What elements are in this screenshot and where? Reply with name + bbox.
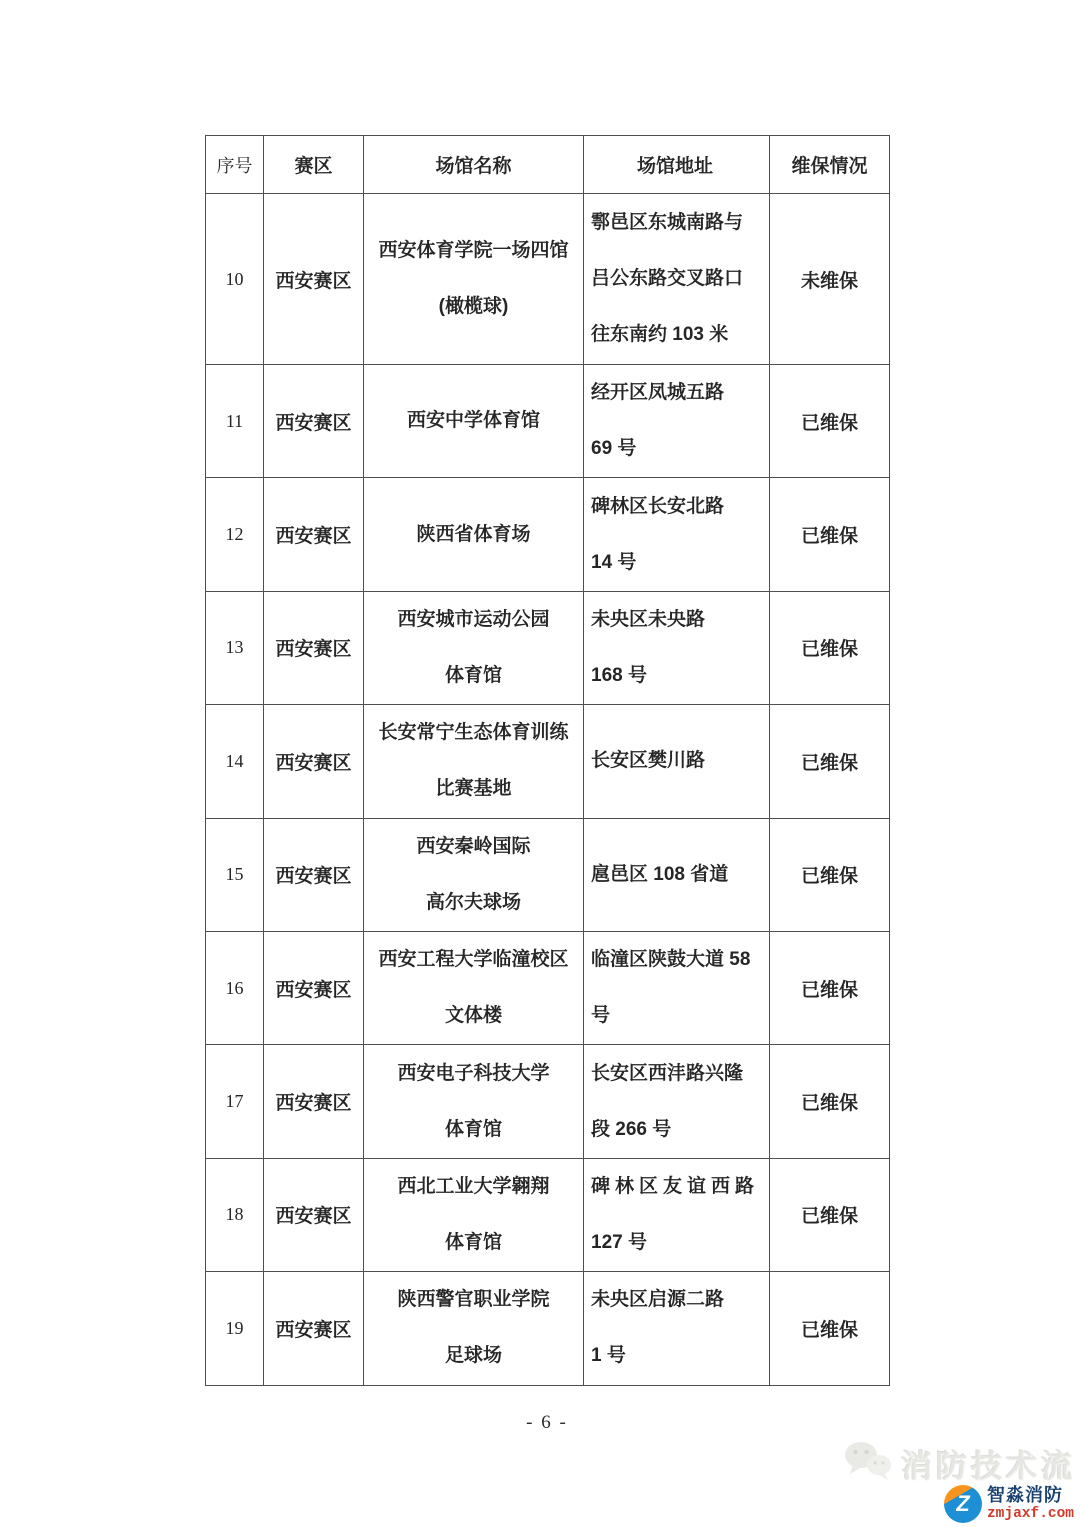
address-line: 1 号	[591, 1345, 626, 1367]
table-row	[206, 592, 890, 705]
cell-zone: 西安赛区	[264, 1159, 364, 1272]
address-line: 往东南约 103 米	[591, 324, 729, 345]
address-line: 碑林区友谊西路	[591, 1175, 760, 1197]
cell-maintenance-status: 已维保	[770, 1045, 890, 1158]
cell-venue-address	[584, 194, 770, 365]
cell-serial: 12	[206, 478, 264, 591]
cell-venue-name	[364, 1272, 584, 1385]
wechat-icon	[843, 1438, 893, 1482]
table-row	[206, 1272, 890, 1385]
address-line: 段 266 号	[591, 1118, 672, 1140]
cell-venue-name	[364, 1045, 584, 1158]
cell-maintenance-status: 已维保	[770, 1159, 890, 1272]
watermark	[843, 1438, 1076, 1523]
address-line: 168 号	[591, 664, 647, 686]
address-line: 扈邑区 108 省道	[591, 863, 729, 885]
cell-maintenance-status: 已维保	[770, 819, 890, 932]
page-number: - 6 -	[526, 1412, 568, 1433]
table-row	[206, 819, 890, 932]
cell-zone: 西安赛区	[264, 592, 364, 705]
table-row	[206, 1045, 890, 1158]
watermark-texts	[987, 1485, 1074, 1522]
cell-venue-name	[364, 819, 584, 932]
watermark-domain: zmjaxf.com	[986, 1506, 1074, 1522]
cell-maintenance-status: 已维保	[770, 478, 890, 591]
cell-serial: 18	[206, 1159, 264, 1272]
cell-maintenance-status: 已维保	[770, 365, 890, 478]
cell-zone: 西安赛区	[264, 194, 364, 365]
venue-name-line: 比赛基地	[435, 778, 512, 800]
table-row	[206, 365, 890, 478]
venue-name-line: 西安中学体育馆	[406, 410, 540, 432]
header-cell-venue-address: 场馆地址	[584, 136, 770, 194]
address-line: 127 号	[591, 1231, 647, 1253]
address-line: 鄠邑区东城南路与	[591, 212, 744, 233]
address-line: 号	[591, 1005, 611, 1027]
table-header-row	[206, 136, 890, 194]
cell-venue-name	[364, 592, 584, 705]
cell-maintenance-status: 已维保	[770, 705, 890, 818]
cell-zone: 西安赛区	[264, 705, 364, 818]
table-row	[206, 705, 890, 818]
address-line: 未央区未央路	[591, 608, 706, 630]
cell-serial: 14	[206, 705, 264, 818]
address-line: 长安区樊川路	[591, 750, 706, 772]
venue-name-line: 文体楼	[444, 1005, 502, 1027]
cell-zone: 西安赛区	[264, 1045, 364, 1158]
address-line: 69 号	[591, 438, 637, 460]
venue-name-line: (橄榄球)	[438, 296, 509, 317]
cell-venue-address	[584, 1159, 770, 1272]
address-line: 临潼区陕鼓大道 58	[591, 949, 751, 971]
header-cell-venue-name: 场馆名称	[364, 136, 584, 194]
table-row	[206, 194, 890, 365]
cell-maintenance-status: 已维保	[770, 932, 890, 1045]
address-line: 碑林区长安北路	[591, 495, 725, 517]
venue-name-line: 体育馆	[444, 1231, 502, 1253]
address-line: 14 号	[591, 551, 637, 573]
venue-name-line: 西安秦岭国际	[416, 835, 531, 857]
watermark-logo-row	[843, 1485, 1076, 1523]
cell-serial: 15	[206, 819, 264, 932]
zhimiao-logo-icon: Z	[944, 1485, 982, 1523]
table-row	[206, 1159, 890, 1272]
watermark-company-name: 智淼消防	[986, 1485, 1063, 1506]
address-line: 长安区西沣路兴隆	[591, 1062, 744, 1084]
venue-name-line: 长安常宁生态体育训练	[378, 722, 569, 744]
cell-serial: 19	[206, 1272, 264, 1385]
cell-venue-address	[584, 819, 770, 932]
header-cell-zone: 赛区	[264, 136, 364, 194]
watermark-brand-row	[843, 1438, 1076, 1482]
venue-name-line: 西安工程大学临潼校区	[378, 949, 569, 971]
cell-venue-address	[584, 705, 770, 818]
cell-zone: 西安赛区	[264, 365, 364, 478]
cell-venue-address	[584, 365, 770, 478]
cell-zone: 西安赛区	[264, 932, 364, 1045]
venues-table	[205, 135, 890, 1386]
cell-maintenance-status: 未维保	[770, 194, 890, 365]
address-line: 未央区启源二路	[591, 1289, 725, 1311]
venue-name-line: 体育馆	[444, 664, 502, 686]
venue-name-line: 西北工业大学翱翔	[397, 1175, 550, 1197]
cell-zone: 西安赛区	[264, 819, 364, 932]
watermark-brand-text: 消防技术流	[901, 1449, 1076, 1484]
header-cell-maintenance-status: 维保情况	[770, 136, 890, 194]
venue-name-line: 西安体育学院一场四馆	[378, 240, 569, 261]
cell-venue-name	[364, 932, 584, 1045]
header-cell-serial: 序号	[206, 136, 264, 194]
cell-venue-address	[584, 1272, 770, 1385]
cell-venue-address	[584, 1045, 770, 1158]
venue-name-line: 西安电子科技大学	[397, 1062, 550, 1084]
venue-name-line: 西安城市运动公园	[397, 608, 550, 630]
cell-serial: 17	[206, 1045, 264, 1158]
cell-venue-name	[364, 705, 584, 818]
cell-venue-name	[364, 1159, 584, 1272]
cell-maintenance-status: 已维保	[770, 592, 890, 705]
venue-name-line: 体育馆	[444, 1118, 502, 1140]
venue-name-line: 陕西省体育场	[416, 523, 531, 545]
cell-venue-name	[364, 365, 584, 478]
cell-zone: 西安赛区	[264, 1272, 364, 1385]
cell-venue-address	[584, 478, 770, 591]
venue-name-line: 足球场	[444, 1345, 502, 1367]
venue-name-line: 陕西警官职业学院	[397, 1289, 550, 1311]
cell-venue-address	[584, 592, 770, 705]
cell-venue-address	[584, 932, 770, 1045]
address-line: 经开区凤城五路	[591, 382, 725, 404]
table-row	[206, 478, 890, 591]
cell-serial: 13	[206, 592, 264, 705]
cell-serial: 10	[206, 194, 264, 365]
table-row	[206, 932, 890, 1045]
venue-name-line: 高尔夫球场	[425, 891, 521, 913]
cell-zone: 西安赛区	[264, 478, 364, 591]
address-line: 吕公东路交叉路口	[591, 268, 744, 289]
cell-serial: 11	[206, 365, 264, 478]
cell-venue-name	[364, 194, 584, 365]
cell-serial: 16	[206, 932, 264, 1045]
cell-maintenance-status: 已维保	[770, 1272, 890, 1385]
cell-venue-name	[364, 478, 584, 591]
